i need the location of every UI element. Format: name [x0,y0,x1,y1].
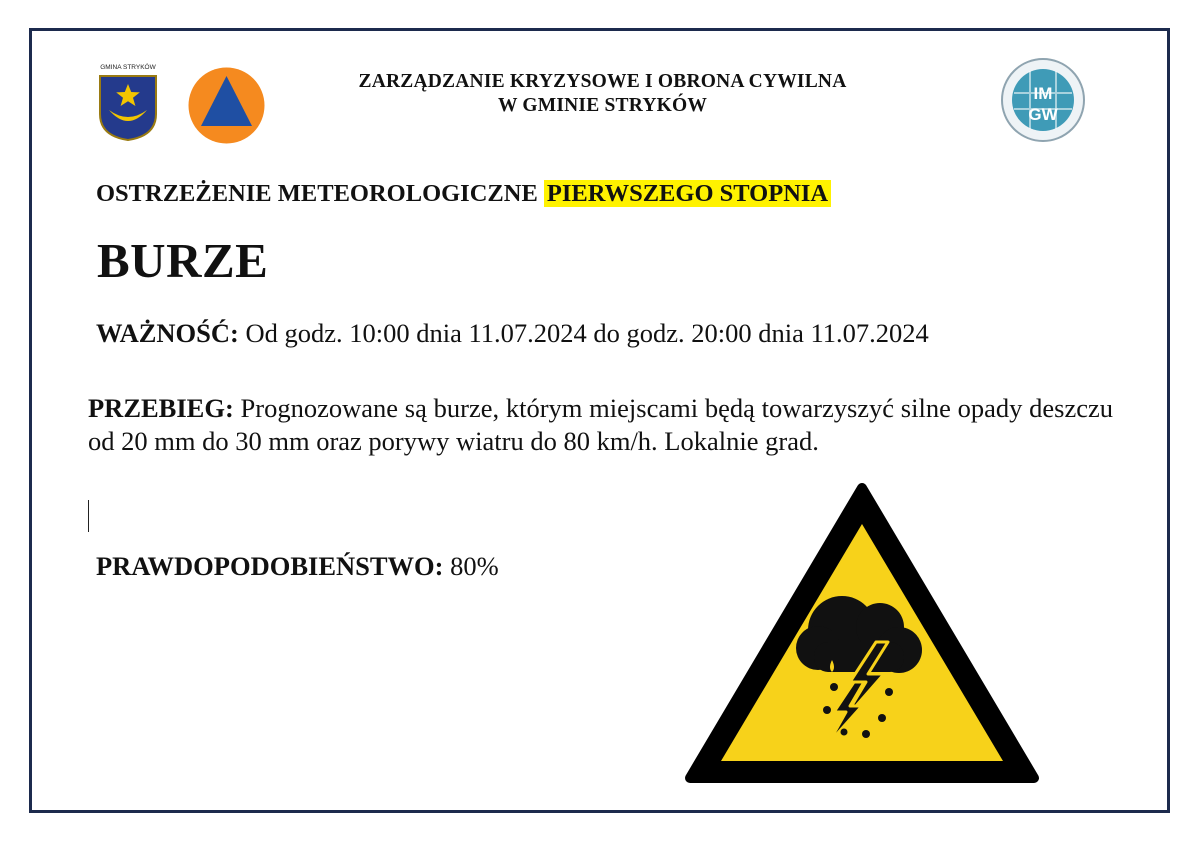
course-label: PRZEBIEG: [88,393,234,423]
validity-line [96,318,929,349]
imgw-logo-text-top: IM [1033,84,1053,103]
probability-value: 80% [450,551,499,581]
civil-defence-icon [187,66,266,145]
text-cursor [88,500,89,532]
course-paragraph [88,392,1113,458]
hazard-heading: BURZE [97,233,269,288]
probability-line [96,551,499,582]
header-title-line1: ZARZĄDZANIE KRYZYSOWE I OBRONA CYWILNA [358,71,847,92]
imgw-logo-icon [1000,57,1086,143]
imgw-logo-text-bottom: GW [1028,105,1058,124]
municipality-crest-icon [97,64,159,144]
warning-degree-highlight: PIERWSZEGO STOPNIA [544,180,831,207]
validity-value: Od godz. 10:00 dnia 11.07.2024 do godz. 20:00 dnia 11.07.2024 [245,318,929,348]
validity-label: WAŻNOŚĆ: [96,318,239,348]
header-title [300,70,905,118]
storm-warning-sign-icon [684,482,1040,786]
header-title-line2: W GMINIE STRYKÓW [497,95,708,116]
warning-title [96,180,831,208]
course-text: Prognozowane są burze, którym miejscami będą towarzyszyć silne opady deszczu od 20 mm do 30 mm oraz porywy wiatru do 80 km/h. Lokalnie grad. [88,393,1113,456]
warning-title-prefix: OSTRZEŻENIE METEOROLOGICZNE [96,180,538,207]
probability-label: PRAWDOPODOBIEŃSTWO: [96,551,444,581]
crest-caption: GMINA STRYKÓW [100,64,156,71]
